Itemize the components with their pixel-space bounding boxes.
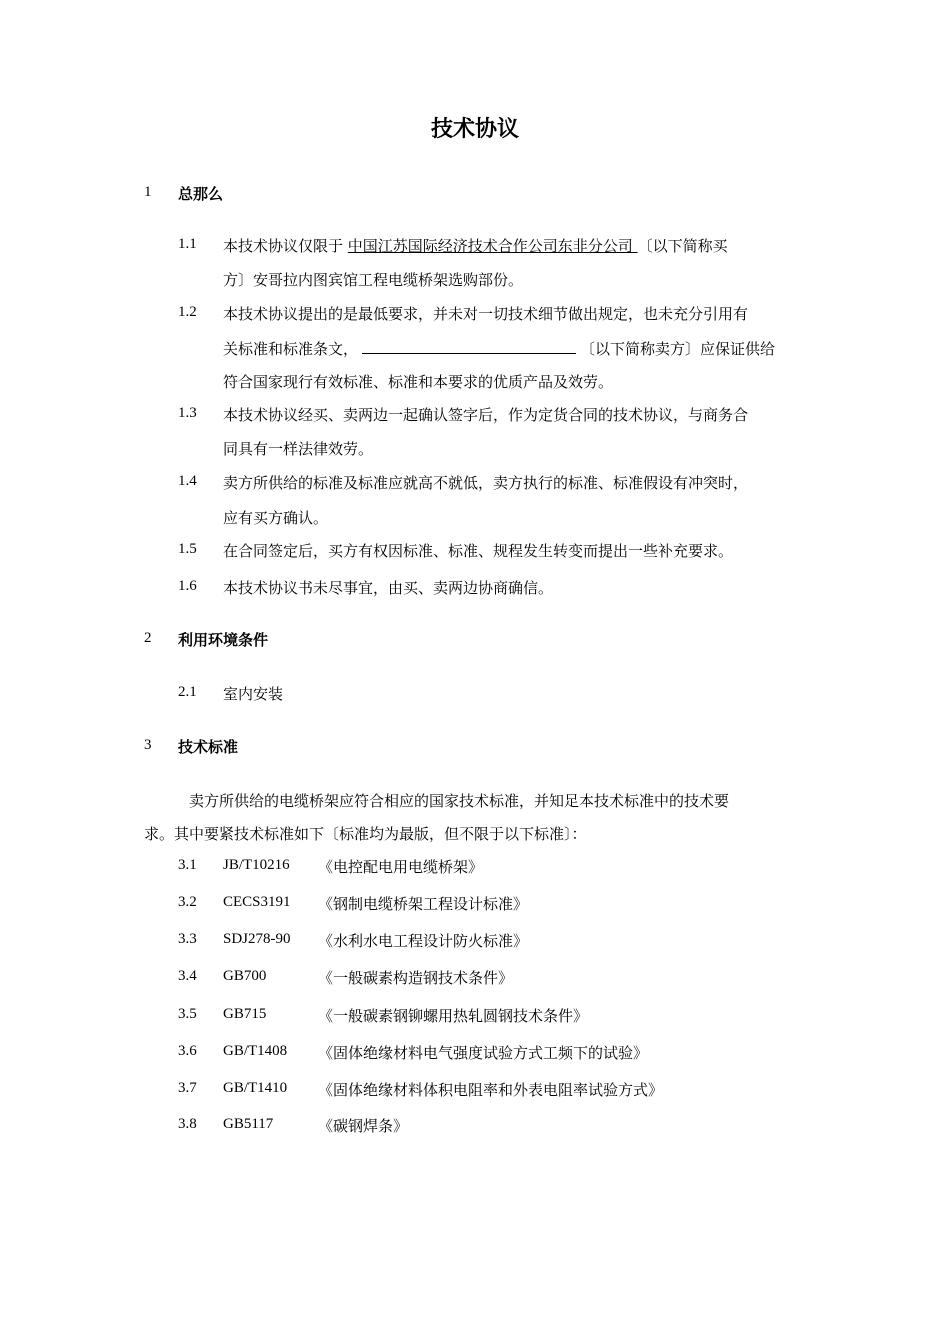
item-1-1-line-2: 方〕安哥拉内图宾馆工程电缆桥架选购部份。 [223,271,524,289]
item-1-2-number: 1.2 [178,304,197,320]
section-3-title: 技术标准 [178,738,239,756]
item-1-6-line-1: 本技术协议书未尽事宜，由买、卖两边协商确信。 [223,579,554,597]
standard-code: GB700 [223,968,267,984]
standard-code: SDJ278-90 [223,931,291,947]
section-1-title: 总那么 [178,185,224,203]
seller-name-blank [362,339,576,354]
standard-number: 3.5 [178,1006,197,1022]
section-2-number: 2 [144,630,152,646]
standard-number: 3.7 [178,1080,197,1096]
item-1-4-number: 1.4 [178,473,197,489]
standard-number: 3.6 [178,1043,197,1059]
section-3-intro-line-2: 求。其中要紧技术标准如下〔标准均为最版，但不限于以下标准〕： [144,825,587,843]
standard-name: 《电控配电用电缆桥架》 [318,858,484,876]
item-1-3-number: 1.3 [178,405,197,421]
item-1-2-text-b: 〔以下简称卖方〕应保证供给 [580,340,776,358]
standard-name: 《水利水电工程设计防火标准》 [318,932,529,950]
standard-code: JB/T10216 [223,857,290,873]
standard-name: 《固体绝缘材料体积电阻率和外表电阻率试验方式》 [318,1081,664,1099]
standard-code: GB/T1408 [223,1043,288,1059]
item-1-5-line-1: 在合同签定后，买方有权因标准、标准、规程发生转变而提出一些补充要求。 [223,542,734,560]
item-1-2-line-2 [223,338,775,359]
standard-name: 《碳钢焊条》 [318,1117,409,1135]
standard-code: GB5117 [223,1116,274,1132]
standard-name: 《固体绝缘材料电气强度试验方式工频下的试验》 [318,1044,649,1062]
item-1-5-number: 1.5 [178,541,197,557]
standard-name: 《钢制电缆桥架工程设计标准》 [318,895,529,913]
item-1-4-line-2: 应有买方确认。 [223,509,329,527]
item-1-1-text-b: 〔以下简称买 [637,237,728,255]
standard-code: GB/T1410 [223,1080,288,1096]
item-1-2-text-a: 关标准和标准条文， [223,340,359,358]
item-1-3-line-1: 本技术协议经买、卖两边一起确认签字后，作为定货合同的技术协议，与商务合 [223,406,749,424]
item-1-2-line-1: 本技术协议提出的是最低要求，并未对一切技术细节做出规定，也未充分引用有 [223,305,749,323]
standard-code: GB715 [223,1006,267,1022]
page-title: 技术协议 [430,117,519,142]
standard-number: 3.3 [178,931,197,947]
item-2-1-number: 2.1 [178,684,197,700]
section-2-title: 利用环境条件 [178,631,269,649]
item-1-1-text-a: 本技术协议仅限于 [223,237,348,255]
item-1-3-line-2: 同具有一样法律效劳。 [223,440,374,458]
section-3-number: 3 [144,737,152,753]
item-1-6-number: 1.6 [178,578,197,594]
standard-name: 《一般碳素钢铆螺用热轧圆钢技术条件》 [318,1007,589,1025]
section-3-intro-line-1: 卖方所供给的电缆桥架应符合相应的国家技术标准，并知足本技术标准中的技术要 [189,792,730,810]
standard-number: 3.8 [178,1116,197,1132]
item-2-1-line-1: 室内安装 [223,685,284,703]
standard-code: CECS3191 [223,894,291,910]
item-1-2-line-3: 符合国家现行有效标准、标准和本要求的优质产品及效劳。 [223,373,614,391]
standard-number: 3.2 [178,894,197,910]
standard-name: 《一般碳素构造钢技术条件》 [318,969,514,987]
item-1-1-line-1 [223,235,728,256]
standard-number: 3.1 [178,857,197,873]
standard-number: 3.4 [178,968,197,984]
section-1-number: 1 [144,184,152,200]
item-1-4-line-1: 卖方所供给的标准及标准应就高不就低，卖方执行的标准、标准假设有冲突时， [223,474,749,492]
buyer-company-name: 中国江苏国际经济技术合作公司东非分公司 [347,237,638,255]
item-1-1-number: 1.1 [178,236,197,252]
